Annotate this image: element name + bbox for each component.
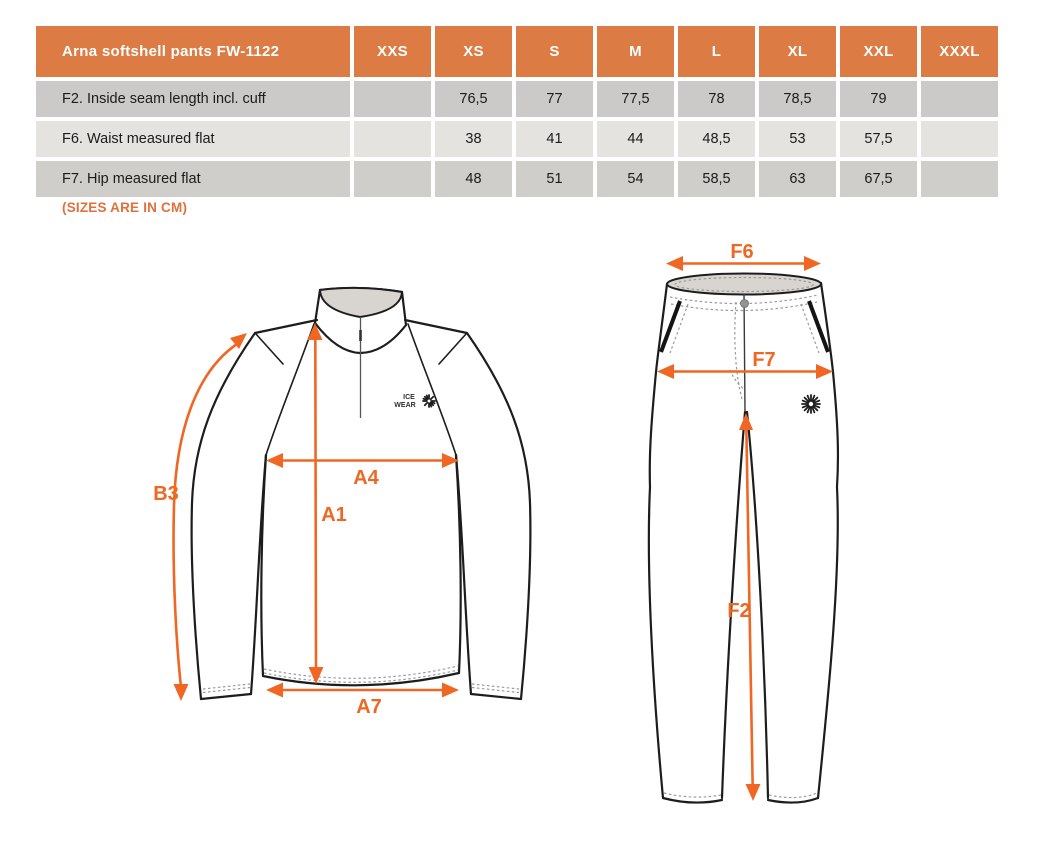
measurement-cell: 78 [678,81,755,117]
measurement-cell [354,161,431,197]
icewear-logo [394,394,435,409]
measurement-cell: 53 [759,121,836,157]
snowflake-icon [802,395,820,413]
table-row-waist [36,121,998,157]
size-header-xxs: XXS [354,26,431,77]
arrow-label-a1: A1 [321,504,347,526]
pullover-diagram [153,288,530,718]
measurement-cell: 54 [597,161,674,197]
size-header-xxl: XXL [840,26,917,77]
measurement-cell: 77 [516,81,593,117]
table-row-inseam [36,81,998,117]
measurement-cell: 67,5 [840,161,917,197]
collar-inner [320,288,402,317]
sizes-unit-note: (SIZES ARE IN CM) [62,200,188,215]
size-header-s: S [516,26,593,77]
measurement-cell [921,121,998,157]
size-header-m: M [597,26,674,77]
measurement-cell: 44 [597,121,674,157]
measurement-cell: 41 [516,121,593,157]
product-name-header: Arna softshell pants FW-1122 [36,26,350,77]
arrow-label-a4: A4 [353,467,379,489]
snowflake-icon [423,395,435,407]
measurement-cell: 48,5 [678,121,755,157]
measurement-cell: 79 [840,81,917,117]
logo-text-wear: WEAR [394,402,416,409]
measurement-cell: 51 [516,161,593,197]
measurement-cell: 48 [435,161,512,197]
measurement-cell: 76,5 [435,81,512,117]
measurement-cell [354,121,431,157]
measurement-cell: 58,5 [678,161,755,197]
table-header-row [36,26,998,77]
measurement-cell: 38 [435,121,512,157]
size-header-xl: XL [759,26,836,77]
measurement-cell: 57,5 [840,121,917,157]
row-label: F2. Inside seam length incl. cuff [36,81,350,117]
measurement-cell: 78,5 [759,81,836,117]
measurement-cell [921,81,998,117]
arrow-label-b3: B3 [153,483,179,505]
a4-arrow [266,453,459,468]
b3-arrow [174,333,248,701]
size-header-xxxl: XXXL [921,26,998,77]
size-table [32,22,1002,201]
pants-diagram [649,241,838,803]
measurement-cell [354,81,431,117]
waist-button [741,300,749,308]
logo-text-ice: ICE [403,394,415,401]
arrow-label-f7: F7 [752,349,776,371]
size-header-xs: XS [435,26,512,77]
table-row-hip [36,161,998,197]
measurement-cell: 77,5 [597,81,674,117]
row-label: F7. Hip measured flat [36,161,350,197]
arrow-label-a7: A7 [356,696,382,718]
measurement-cell [921,161,998,197]
measurement-diagrams [0,230,1038,856]
size-header-l: L [678,26,755,77]
row-label: F6. Waist measured flat [36,121,350,157]
measurement-cell: 63 [759,161,836,197]
arrow-label-f2: F2 [727,600,751,622]
arrow-label-f6: F6 [730,241,754,263]
